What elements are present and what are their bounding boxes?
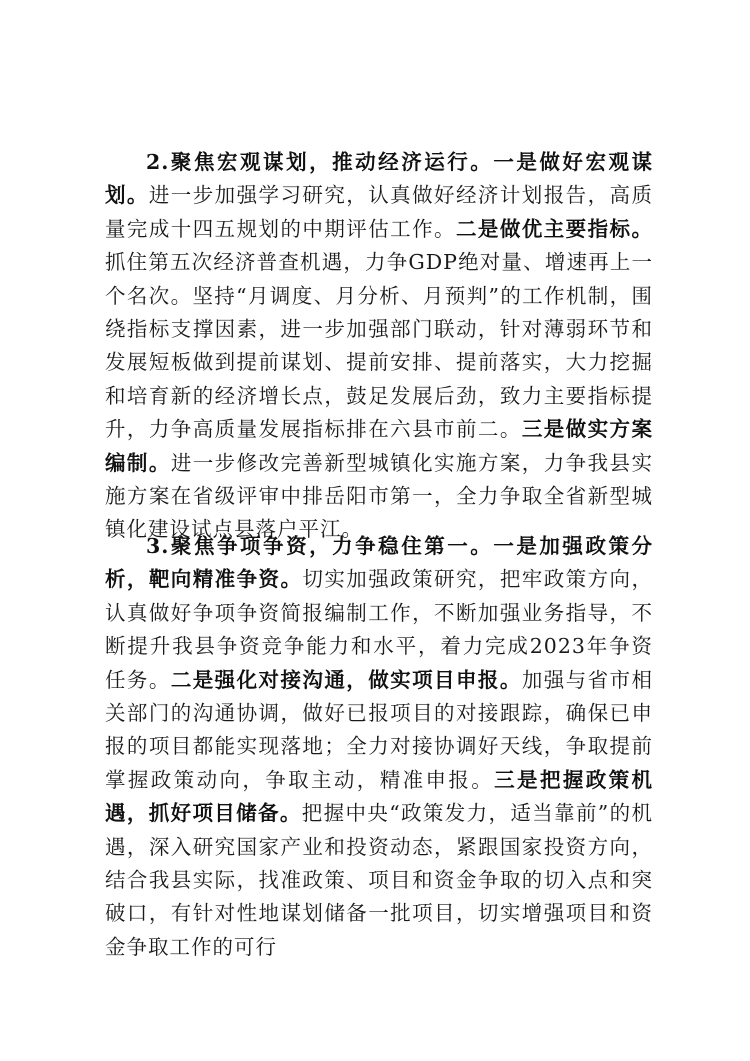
section-heading: 3.聚焦争项争资，力争稳住第一。 (146, 534, 494, 558)
item-heading-3: 三是做实方案编制。 (105, 417, 653, 475)
body-text: 进一步加强学习研究，认真做好经济计划报告，高质量完成十四五规划的中期评估工作。 (105, 183, 653, 241)
item-heading-1: 一是加强政策分析，靶向精准争资。 (105, 534, 653, 592)
body-text: 进一步修改完善新型城镇化实施方案，力争我县实施方案在省级评审中排岳阳市第一，全力争取全省新型城镇化建设试点县落户平江。 (105, 450, 653, 542)
body-text: 切实加强政策研究，把牢政策方向，认真做好争项争资简报编制工作，不断加强业务指导，不断提升我县争资竞争能力和水平，着力完成2023年争资任务。 (105, 567, 653, 692)
item-heading-2: 二是强化对接沟通，做实项目申报。 (170, 667, 522, 692)
item-heading-1: 一是做好宏观谋划。 (105, 150, 653, 208)
body-text: 抓住第五次经济普查机遇，力争GDP绝对量、增速再上一个名次。坚持“月调度、月分析、月预判”的工作机制，围绕指标支撑因素，进一步加强部门联动，针对薄弱环节和发展短板做到提前谋划、提前安排、提前落实，大力挖掘和培育新的经济增长点，鼓足发展后劲，致力主要指标提升，力争高质量发展指标排在六县市前二。 (105, 250, 653, 442)
paragraph-funding (105, 530, 653, 964)
item-heading-2: 二是做优主要指标。 (456, 216, 653, 241)
body-text: 把握中央“政策发力，适当靠前”的机遇，深入研究国家产业和投资动态，紧跟国家投资方向，结合我县实际，找准政策、项目和资金争取的切入点和突破口，有针对性地谋划储备一批项目，切实增强项目和资金争取工作的可行 (105, 801, 654, 959)
body-text: 加强与省市相关部门的沟通协调，做好已报项目的对接跟踪，确保已申报的项目都能实现落地；全力对接协调好天线，争取提前掌握政策动向，争取主动，精准申报。 (105, 667, 653, 792)
paragraph-macro-planning (105, 146, 653, 547)
item-heading-3: 三是把握政策机遇，抓好项目储备。 (105, 767, 654, 826)
section-heading: 2.聚焦宏观谋划，推动经济运行。 (146, 150, 494, 174)
